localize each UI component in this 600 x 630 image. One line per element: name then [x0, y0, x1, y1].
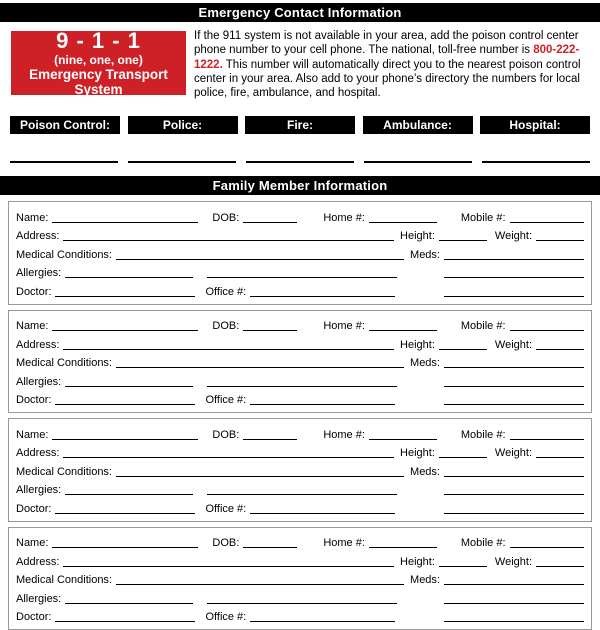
meds-extra-blank-line-1	[444, 603, 584, 604]
medical-conditions-blank-line	[116, 476, 404, 477]
address-label: Address:	[16, 447, 60, 460]
instructions-text-before: If the 911 system is not available in your area, add the poison control center phone number to your cell phone. The national, toll-free number is	[194, 30, 579, 57]
office-phone-blank-line	[250, 513, 395, 514]
allergies-label: Allergies:	[16, 484, 62, 497]
allergies-blank-line	[65, 277, 193, 278]
member-row-name-dob-phones	[16, 533, 584, 552]
allergies-extra-blank-line	[207, 277, 397, 278]
name-label: Name:	[16, 428, 49, 441]
member-row-doctor-office	[16, 281, 584, 300]
member-row-doctor-office	[16, 390, 584, 409]
weight-label: Weight:	[494, 555, 532, 568]
poison-control-blank-line	[10, 161, 118, 163]
allergies-extra-blank-line	[207, 603, 397, 604]
medical-conditions-label: Medical Conditions:	[16, 465, 112, 478]
address-label: Address:	[16, 230, 60, 243]
poison-control-instructions	[194, 29, 589, 100]
home-phone-blank-line	[369, 547, 437, 548]
911-number: 9 - 1 - 1	[56, 28, 141, 53]
dob-label: DOB:	[212, 211, 240, 224]
contact-label-police: Police:	[128, 116, 238, 134]
weight-blank-line	[536, 566, 584, 567]
hospital-blank-line	[482, 161, 590, 163]
contact-label-fire: Fire:	[245, 116, 355, 134]
weight-label: Weight:	[494, 447, 532, 460]
name-label: Name:	[16, 537, 49, 550]
911-caption: Emergency Transport System	[29, 67, 168, 97]
name-blank-line	[52, 330, 198, 331]
home-phone-label: Home #:	[323, 211, 365, 224]
meds-extra-blank-line-1	[444, 277, 584, 278]
member-row-medical-meds	[16, 461, 584, 480]
member-row-medical-meds	[16, 244, 584, 263]
member-row-doctor-office	[16, 498, 584, 517]
office-phone-label: Office #:	[205, 611, 247, 624]
meds-label: Meds:	[410, 465, 440, 478]
fire-blank-line	[246, 161, 354, 163]
member-row-address-height-weight	[16, 443, 584, 462]
allergies-blank-line	[65, 494, 193, 495]
member-row-address-height-weight	[16, 334, 584, 353]
name-blank-line	[52, 222, 198, 223]
dob-label: DOB:	[212, 428, 240, 441]
allergies-extra-blank-line	[207, 494, 397, 495]
911-badge	[11, 28, 186, 97]
family-member-block	[8, 201, 592, 305]
height-label: Height:	[400, 447, 435, 460]
medical-conditions-label: Medical Conditions:	[16, 248, 112, 261]
address-label: Address:	[16, 555, 60, 568]
meds-extra-blank-line-1	[444, 386, 584, 387]
meds-extra-blank-line-2	[444, 404, 584, 405]
medical-conditions-label: Medical Conditions:	[16, 357, 112, 370]
allergies-label: Allergies:	[16, 267, 62, 280]
meds-extra-blank-line-2	[444, 513, 584, 514]
member-row-address-height-weight	[16, 226, 584, 245]
address-blank-line	[63, 240, 394, 241]
office-phone-blank-line	[250, 404, 395, 405]
member-row-name-dob-phones	[16, 424, 584, 443]
911-phonetic: (nine, one, one)	[54, 53, 143, 67]
office-phone-label: Office #:	[205, 502, 247, 515]
dob-blank-line	[243, 222, 297, 223]
weight-blank-line	[536, 457, 584, 458]
home-phone-label: Home #:	[323, 537, 365, 550]
poison-control-phone-number: 800-222-1222.	[194, 44, 580, 71]
instructions-text-after: This number will automatically direct you to the nearest poison control center in your area. Also add to your phone’s directory the numbers for local police, fire, ambulance, and hospital.	[194, 58, 581, 100]
name-label: Name:	[16, 211, 49, 224]
dob-blank-line	[243, 547, 297, 548]
office-phone-blank-line	[250, 296, 395, 297]
weight-blank-line	[536, 240, 584, 241]
member-row-allergies	[16, 371, 584, 390]
member-row-address-height-weight	[16, 551, 584, 570]
weight-label: Weight:	[494, 338, 532, 351]
member-row-name-dob-phones	[16, 207, 584, 226]
name-blank-line	[52, 547, 198, 548]
height-label: Height:	[400, 338, 435, 351]
contact-label-poison-control: Poison Control:	[10, 116, 120, 134]
allergies-blank-line	[65, 603, 193, 604]
member-row-name-dob-phones	[16, 316, 584, 335]
section-header-emergency-contact: Emergency Contact Information	[0, 3, 600, 22]
doctor-label: Doctor:	[16, 285, 52, 298]
allergies-extra-blank-line	[207, 386, 397, 387]
section-header-family-member: Family Member Information	[0, 176, 600, 195]
meds-blank-line	[444, 259, 584, 260]
emergency-intro-section	[11, 28, 589, 100]
mobile-phone-label: Mobile #:	[460, 320, 506, 333]
meds-blank-line	[444, 367, 584, 368]
height-label: Height:	[400, 555, 435, 568]
family-member-block	[8, 418, 592, 522]
medical-conditions-blank-line	[116, 367, 404, 368]
doctor-blank-line	[55, 621, 195, 622]
dob-label: DOB:	[212, 320, 240, 333]
police-blank-line	[128, 161, 236, 163]
dob-blank-line	[243, 439, 297, 440]
address-blank-line	[63, 566, 394, 567]
allergies-label: Allergies:	[16, 592, 62, 605]
mobile-phone-label: Mobile #:	[460, 537, 506, 550]
mobile-phone-blank-line	[510, 330, 584, 331]
member-row-allergies	[16, 263, 584, 282]
meds-label: Meds:	[410, 574, 440, 587]
home-phone-label: Home #:	[323, 428, 365, 441]
height-label: Height:	[400, 230, 435, 243]
office-phone-label: Office #:	[205, 285, 247, 298]
medical-conditions-label: Medical Conditions:	[16, 574, 112, 587]
dob-label: DOB:	[212, 537, 240, 550]
home-phone-label: Home #:	[323, 320, 365, 333]
weight-label: Weight:	[494, 230, 532, 243]
home-phone-blank-line	[369, 222, 437, 223]
doctor-label: Doctor:	[16, 502, 52, 515]
meds-extra-blank-line-2	[444, 296, 584, 297]
doctor-label: Doctor:	[16, 611, 52, 624]
home-phone-blank-line	[369, 439, 437, 440]
address-blank-line	[63, 457, 394, 458]
name-label: Name:	[16, 320, 49, 333]
meds-blank-line	[444, 584, 584, 585]
meds-label: Meds:	[410, 357, 440, 370]
address-blank-line	[63, 349, 394, 350]
mobile-phone-blank-line	[510, 222, 584, 223]
allergies-blank-line	[65, 386, 193, 387]
mobile-phone-label: Mobile #:	[460, 211, 506, 224]
weight-blank-line	[536, 349, 584, 350]
office-phone-label: Office #:	[205, 394, 247, 407]
member-row-allergies	[16, 480, 584, 499]
family-member-block	[8, 527, 592, 630]
medical-conditions-blank-line	[116, 584, 404, 585]
member-row-medical-meds	[16, 570, 584, 589]
doctor-blank-line	[55, 404, 195, 405]
contact-label-ambulance: Ambulance:	[363, 116, 473, 134]
address-label: Address:	[16, 338, 60, 351]
medical-conditions-blank-line	[116, 259, 404, 260]
meds-blank-line	[444, 476, 584, 477]
meds-extra-blank-line-1	[444, 494, 584, 495]
meds-label: Meds:	[410, 248, 440, 261]
meds-extra-blank-line-2	[444, 621, 584, 622]
doctor-blank-line	[55, 513, 195, 514]
dob-blank-line	[243, 330, 297, 331]
emergency-contact-write-in-row	[10, 161, 590, 163]
height-blank-line	[439, 566, 487, 567]
mobile-phone-blank-line	[510, 439, 584, 440]
doctor-blank-line	[55, 296, 195, 297]
mobile-phone-blank-line	[510, 547, 584, 548]
family-member-block	[8, 310, 592, 414]
doctor-label: Doctor:	[16, 394, 52, 407]
allergies-label: Allergies:	[16, 375, 62, 388]
mobile-phone-label: Mobile #:	[460, 428, 506, 441]
height-blank-line	[439, 457, 487, 458]
height-blank-line	[439, 240, 487, 241]
height-blank-line	[439, 349, 487, 350]
name-blank-line	[52, 439, 198, 440]
office-phone-blank-line	[250, 621, 395, 622]
family-members-list	[0, 201, 600, 630]
ambulance-blank-line	[364, 161, 472, 163]
member-row-allergies	[16, 588, 584, 607]
home-phone-blank-line	[369, 330, 437, 331]
contact-label-hospital: Hospital:	[480, 116, 590, 134]
member-row-medical-meds	[16, 353, 584, 372]
emergency-contact-labels-row	[10, 116, 590, 134]
